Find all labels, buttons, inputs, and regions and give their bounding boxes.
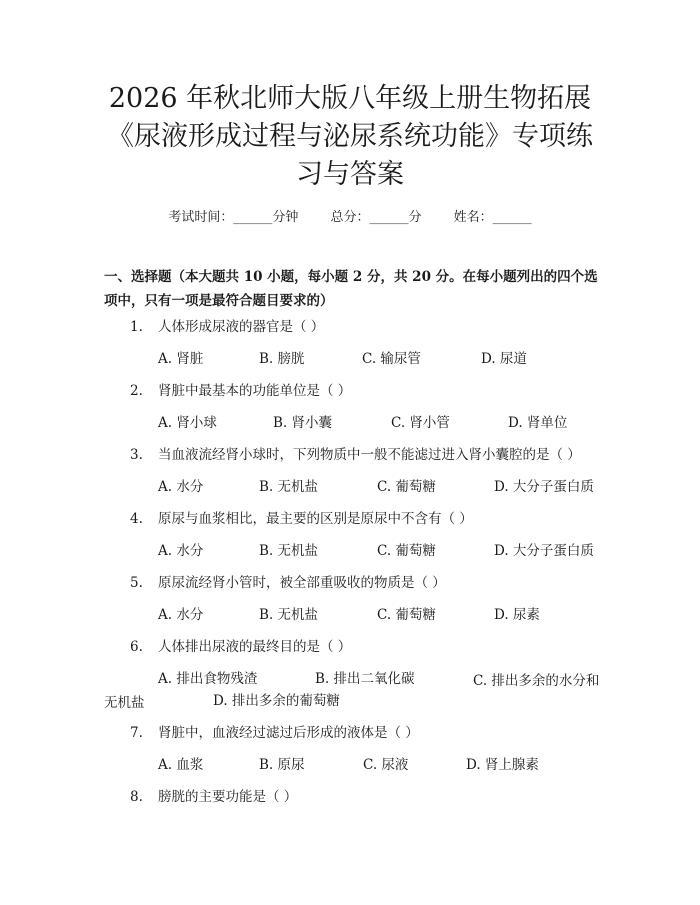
option-d: D. 尿道 [481,351,527,367]
option-c: C. 排出多余的水分和无机盐 [104,673,600,711]
question-number: 7. [130,725,143,741]
option-d: D. 尿素 [494,607,540,623]
question-number: 4. [130,511,143,527]
exam-name: 姓名：______ [453,210,532,225]
option-b: B. 无机盐 [259,479,319,495]
page-title: 2026 年秋北师大版八年级上册生物拓展《尿液形成过程与泌尿系统功能》专项练习与答案 [107,83,593,190]
question-text: 原尿流经肾小管时，被全部重吸收的物质是（ ） [158,575,446,591]
question-number: 5. [130,575,143,591]
option-a: A. 水分 [158,607,204,623]
option-a: A. 肾小球 [158,415,217,431]
section-heading: 一、选择题（本大题共 10 小题，每小题 2 分，共 20 分。在每小题列出的四个选项中，只有一项是最符合题目要求的） [104,269,598,309]
option-b: B. 无机盐 [259,543,319,559]
option-b: B. 无机盐 [259,607,319,623]
option-c: C. 输尿管 [362,351,421,367]
question-text: 肾脏中最基本的功能单位是（ ） [158,383,352,399]
option-d: D. 大分子蛋白质 [494,543,594,559]
option-b: B. 排出二氧化碳 [315,671,415,687]
option-a: A. 水分 [158,543,204,559]
exam-score: 总分：______分 [330,210,422,225]
option-b: B. 肾小囊 [273,415,333,431]
option-c: C. 葡萄糖 [377,607,436,623]
question-text: 膀胱的主要功能是（ ） [158,789,298,805]
question-text: 原尿与血浆相比，最主要的区别是原尿中不含有（ ） [158,511,473,527]
option-c: C. 葡萄糖 [377,479,436,495]
option-a: A. 肾脏 [158,351,204,367]
question-number: 3. [130,447,143,463]
option-a: A. 水分 [158,479,204,495]
option-b: B. 膀胱 [259,351,305,367]
question-text: 人体形成尿液的器官是（ ） [158,319,325,335]
option-b: B. 原尿 [259,757,305,773]
option-d: D. 肾上腺素 [466,757,539,773]
exam-meta [0,206,700,225]
question-text: 肾脏中，血液经过滤过后形成的液体是（ ） [158,725,419,741]
option-d: D. 排出多余的葡萄糖 [213,693,340,709]
question-number: 1. [130,319,143,335]
option-c: C. 肾小管 [391,415,450,431]
option-c: C. 尿液 [363,757,409,773]
question-number: 6. [130,639,143,655]
question-number: 8. [130,789,143,805]
option-c: C. 葡萄糖 [377,543,436,559]
question-number: 2. [130,383,143,399]
question-text: 人体排出尿液的最终目的是（ ） [158,639,352,655]
exam-time: 考试时间：______分钟 [168,210,299,225]
question-text: 当血液流经肾小球时，下列物质中一般不能滤过进入肾小囊腔的是（ ） [158,447,581,463]
option-d: D. 肾单位 [508,415,568,431]
option-d: D. 大分子蛋白质 [494,479,594,495]
option-a: A. 血浆 [158,757,204,773]
option-a: A. 排出食物残渣 [158,671,258,687]
